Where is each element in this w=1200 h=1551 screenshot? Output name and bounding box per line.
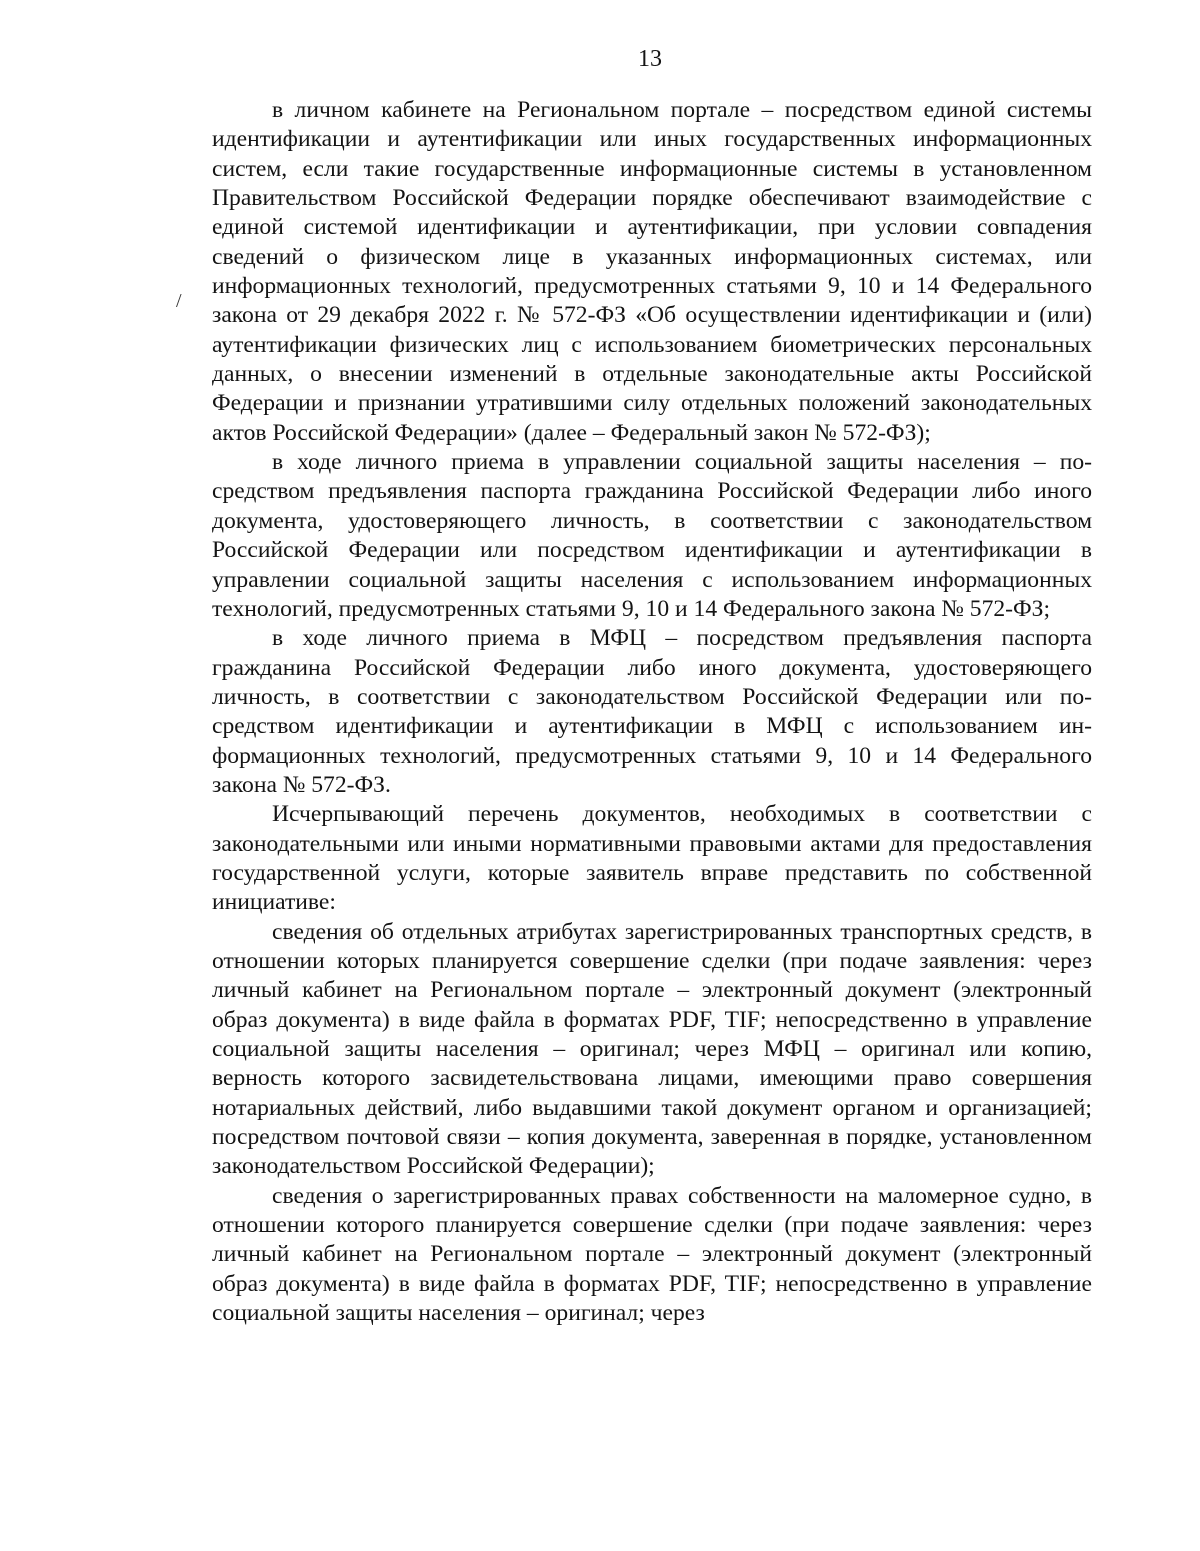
paragraph-vessel-ownership: сведения о зарегистрированных правах собственности на маломерное судно, в отношении которого планируется совершение сделки (при подаче заявления: через личный кабинет на Региональном портале – электронный документ (электронный образ документа) в виде файла в форматах PDF, TIF; непосредственно в управление социальной защиты населения – оригинал; через bbox=[212, 1182, 1092, 1327]
paragraph-personal-account: в личном кабинете на Региональном портале – посредством единой системы идентификации и аутентификации или иных государственных информационных систем, если такие государственные информационные системы в установленном Правительством Российской Федерации порядке обеспечивают взаимодействие с единой системой идентификации и аутентификации, при условии совпадения сведений о физическом лице в указанных информационных системах, или информационных технологий, предусмотренных статьями 9, 10 и 14 Федерального закона от 29 декабря 2022 г. № 572-ФЗ «Об осуществлении идентификации и (или) аутентификации физических лиц с использованием биометрических персональных данных, о внесении изменений в отдельные законодательные акты Российской Федерации и признании утратившими силу отдельных положений законодательных актов Российской Федерации» (далее – Федеральный закон № 572-ФЗ); bbox=[212, 97, 1092, 446]
scan-mark: / bbox=[176, 290, 182, 312]
document-body bbox=[212, 96, 1092, 1328]
paragraph-documents-list-intro: Исчерпывающий перечень документов, необходимых в соответствии с законодательными или иными нормативными правовыми актами для предоставления государственной услуги, которые заявитель вправе представить по собственной инициативе: bbox=[212, 801, 1092, 916]
paragraph-mfc-reception: в ходе личного приема в МФЦ – посредством предъявления паспорта гражданина Российской Федерации либо иного документа, удостоверяющего личность, в соответствии с законодательством Российской Федерации или посредством идентификации и аутентификации в МФЦ с использованием информационных технологий, предусмотренных статьями 9, 10 и 14 Федерального закона № 572-ФЗ. bbox=[212, 625, 1092, 798]
paragraph-social-protection-reception: в ходе личного приема в управлении социальной защиты населения – посредством предъявления паспорта гражданина Российской Федерации либо иного документа, удостоверяющего личность, в соответствии с законодательством Российской Федерации или посредством идентификации и аутентификации в управлении социальной защиты населения с использованием информационных технологий, предусмотренных статьями 9, 10 и 14 Федерального закона № 572-ФЗ; bbox=[212, 449, 1092, 622]
page-number: 13 bbox=[638, 46, 662, 72]
paragraph-vehicle-attributes: сведения об отдельных атрибутах зарегистрированных транспортных средств, в отношении которых планируется совершение сделки (при подаче заявления: через личный кабинет на Региональном портале – электронный документ (электронный образ документа) в виде файла в форматах PDF, TIF; непосредственно в управление социальной защиты населения – оригинал; через МФЦ – оригинал или копию, верность которого засвидетельствована лицами, имеющими право совершения нотариальных действий, либо выдавшими такой документ органом и организацией; посредством почтовой связи – копия документа, заверенная в порядке, установленном законодательством Российской Федерации); bbox=[212, 918, 1092, 1180]
